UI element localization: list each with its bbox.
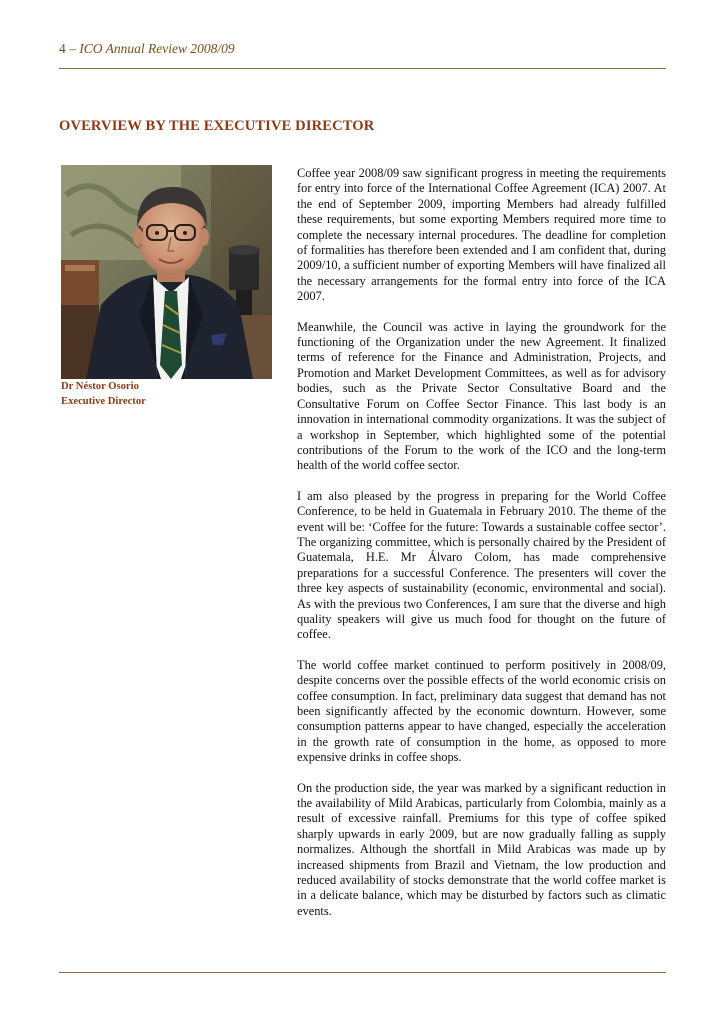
paragraph: I am also pleased by the progress in preparing for the World Coffee Conference, to be held in Guatemala in February 2010. The theme of the event will be: ‘Coffee for the future: Towards a sustainable coffee sector’. The organizing committee, which is personally chaired by the President of Guatemala, H.E. Mr Álvaro Colom, has made comprehensive preparations for a successful Conference. The presenters will cover the three key aspects of sustainability (economic, environmental and social). As with the previous two Conferences, I am sure that the diverse and high quality speakers will give us much food for thought on the future of coffee. bbox=[297, 488, 666, 642]
paragraph: On the production side, the year was marked by a significant reduction in the availability of Mild Arabicas, particularly from Colombia, mainly as a result of excessive rainfall. Premiums for this type of coffee spiked sharply upwards in early 2009, but are now gradually falling as supply normalizes. Although the shortfall in Mild Arabicas was made up by increased shipments from Brazil and Vietnam, the low production and reduced availability of stocks demonstrate that the world coffee market is in a delicate balance, which may be disturbed by factors such as climatic events. bbox=[297, 780, 666, 918]
photo-caption bbox=[61, 380, 146, 409]
caption-role: Executive Director bbox=[61, 395, 146, 407]
executive-director-photo bbox=[61, 165, 272, 379]
page-number: 4 bbox=[59, 41, 66, 56]
running-title: – ICO Annual Review 2008/09 bbox=[69, 41, 235, 56]
paragraph: The world coffee market continued to perform positively in 2008/09, despite concerns over the possible effects of the world economic crisis on coffee consumption. In fact, preliminary data suggest that demand has not been significantly affected by the economic downturn. However, some consumption patterns appear to have changed, especially the acceleration in the growth rate of consumption in the home, as opposed to more expensive drinks in coffee shops. bbox=[297, 657, 666, 765]
header-divider bbox=[59, 68, 666, 69]
caption-name: Dr Néstor Osorio bbox=[61, 381, 139, 392]
running-header bbox=[59, 41, 235, 57]
section-title: OVERVIEW BY THE EXECUTIVE DIRECTOR bbox=[59, 118, 375, 134]
article-body bbox=[297, 166, 666, 934]
footer-divider bbox=[59, 972, 666, 973]
paragraph: Meanwhile, the Council was active in laying the groundwork for the functioning of the Organization under the new Agreement. It finalized terms of reference for the Finance and Administration, Projects, and Promotion and Market Development Committees, as well as for advisory bodies, such as the Private Sector Consultative Board and the Consultative Forum on Coffee Sector Finance. This last body is an innovation in international commodity organizations. It was the subject of a workshop in September, which highlighted some of the potential contributions of the Forum to the work of the ICO and the long-term health of the world coffee sector. bbox=[297, 319, 666, 473]
paragraph: Coffee year 2008/09 saw significant progress in meeting the requirements for entry into force of the International Coffee Agreement (ICA) 2007. At the end of September 2009, importing Members had already fulfilled these requirements, but some exporting Members required more time to complete the necessary internal procedures. The deadline for completion of formalities has therefore been extended and I am confident that, during 2009/10, a sufficient number of exporting Members will have finalized all the necessary arrangements for the formal entry into force of the ICA 2007. bbox=[297, 166, 666, 304]
